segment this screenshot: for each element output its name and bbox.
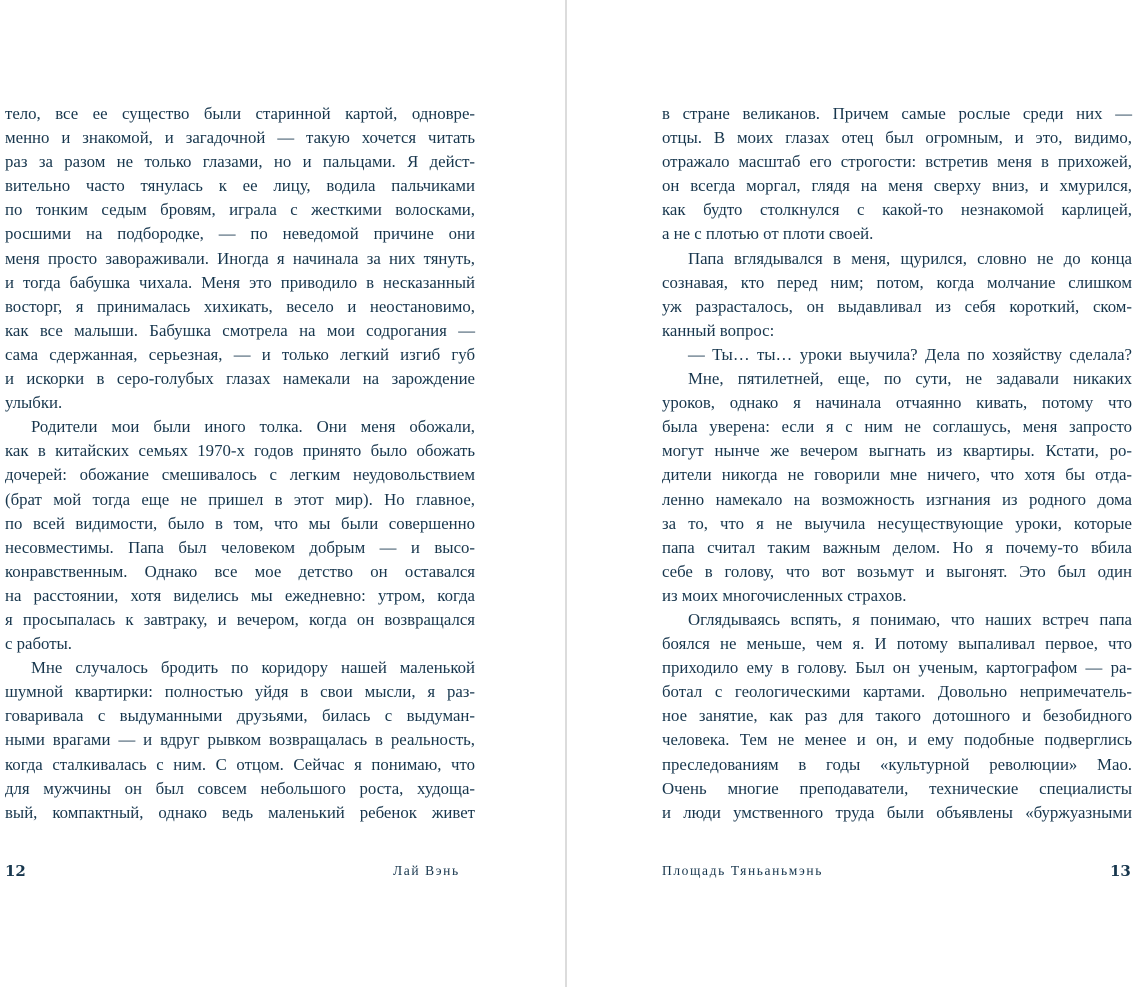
text-line: отцы. В моих глазах отец был огромным, и это, видимо, xyxy=(662,128,1132,148)
text-line: я просыпалась к завтраку, и вечером, когда он возвращался xyxy=(5,609,475,629)
text-line: шумной квартирки: полностью уйдя в свои мысли, я раз- xyxy=(5,682,475,702)
text-line: папа считал таким важным делом. Но я почему-то вбила xyxy=(662,537,1132,557)
text-line: ленно намекало на возможность изгнания из родного дома xyxy=(662,489,1132,509)
text-line: Родители мои были иного толка. Они меня обожали, xyxy=(31,417,475,437)
text-line: уж разрасталось, он выдавливал из себя короткий, ском- xyxy=(662,296,1132,316)
text-line: меня просто завораживали. Иногда я начинала за них тянуть, xyxy=(5,248,475,268)
text-line: для мужчины он был совсем небольшого роста, худощa- xyxy=(5,778,475,798)
right-running-head: Площадь Тяньаньмэнь xyxy=(662,863,824,878)
text-line: вый, компактный, однако ведь маленький ребенок живет xyxy=(5,802,475,822)
text-line: канный вопрос: xyxy=(662,320,775,340)
text-line: и тогда бабушка чихала. Меня это приводило в несказанный xyxy=(5,272,475,292)
text-line: росшими на подбородке, — по неведомой причине они xyxy=(5,224,475,244)
text-line: по тонким седым бровям, играла с жесткими волосками, xyxy=(5,200,475,220)
text-line: он всегда моргал, глядя на меня сверху вниз, и хмурился, xyxy=(662,176,1132,196)
text-line: как будто столкнулся с какой-то незнакомой карлицей, xyxy=(662,200,1132,220)
left-page-number: 12 xyxy=(5,862,26,880)
text-line: и искорки в серо-голубых глазах намекали на зарождение xyxy=(5,369,475,389)
left-page xyxy=(0,0,565,987)
text-line: Очень многие преподаватели, технические специалисты xyxy=(662,778,1132,798)
text-line: тело, все ее существо были старинной картой, одновре- xyxy=(5,104,475,123)
text-line: Оглядываясь вспять, я понимаю, что наших встреч папа xyxy=(688,609,1132,629)
text-line: дители никогда не говорили мне ничего, что хотя бы отда- xyxy=(662,465,1132,485)
text-line: ное занятие, как раз для такого дотошного и безобидного xyxy=(662,706,1132,726)
text-line: по всей видимости, было в том, что мы были совершенно xyxy=(5,513,475,533)
text-line: и люди умственного труда были объявлены «буржуазными xyxy=(662,802,1132,822)
text-line: уроков, однако я начинала отчаянно кивать, потому что xyxy=(662,393,1132,413)
text-line: говаривала с выдуманными друзьями, билась с выдуман- xyxy=(5,706,475,726)
text-line: Папа вглядывался в меня, щурился, словно не до конца xyxy=(688,248,1132,268)
text-line: на расстоянии, хотя виделись мы ежедневно: утром, когда xyxy=(5,585,475,605)
text-line: ботал с геологическими картами. Довольно непримечатель- xyxy=(662,682,1132,702)
text-line: несовместимы. Папа был человеком добрым — и высо- xyxy=(5,537,475,557)
left-running-head: Лай Вэнь xyxy=(393,863,460,878)
text-line: могут нынче же вечером выгнать из квартиры. Кстати, ро- xyxy=(662,441,1132,461)
text-line: приходило ему в голову. Был он ученым, картографом — ра- xyxy=(662,658,1132,678)
text-line: ными врагами — и вдруг рывком возвращалась в реальность, xyxy=(5,730,475,750)
text-line: Мне случалось бродить по коридору нашей маленькой xyxy=(31,658,475,678)
text-line: Мне, пятилетней, еще, по сути, не задавали никаких xyxy=(688,369,1132,389)
text-line: в стране великанов. Причем самые рослые среди них — xyxy=(662,104,1132,123)
text-line: (брат мой тогда еще не пришел в этот мир). Но главное, xyxy=(5,489,475,509)
text-line: дочерей: обожание смешивалось с легким неудовольствием xyxy=(5,465,475,485)
text-line: сама сдержанная, серьезная, — и только легкий изгиб губ xyxy=(5,344,475,364)
text-line: а не с плотью от плоти своей. xyxy=(662,224,874,244)
text-line: отражало масштаб его строгости: встретив меня в прихожей, xyxy=(662,152,1132,172)
text-line: вительно часто тянулась к ее лицу, водила пальчиками xyxy=(5,176,475,196)
right-page-number: 13 xyxy=(1110,862,1131,880)
text-line: как в китайских семьях 1970-х годов принято было обожать xyxy=(5,441,475,461)
text-line: — Ты… ты… уроки выучила? Дела по хозяйству сделала? xyxy=(688,344,1132,364)
text-line: с работы. xyxy=(5,634,72,654)
text-line: за то, что я не выучила несуществующие уроки, которые xyxy=(662,513,1132,533)
text-line: человека. Тем не менее и он, и ему подобные подверглись xyxy=(662,730,1132,750)
text-line: себе в голову, что вот возьмут и выгонят. Это был один xyxy=(662,561,1132,581)
text-line: раз за разом не только глазами, но и пальцами. Я дейст- xyxy=(5,152,475,172)
text-line: когда сталкивалась с ним. С отцом. Сейчас я понимаю, что xyxy=(5,754,475,774)
text-line: конравственным. Однако все мое детство он оставался xyxy=(5,561,475,581)
text-line: сознавая, кто перед ним; потом, когда молчание слишком xyxy=(662,272,1132,292)
text-line: была уверена: если я с ним не соглашусь, меня запросто xyxy=(662,417,1132,437)
text-line: восторг, я принималась хихикать, весело и неостановимо, xyxy=(5,296,475,316)
text-line: преследованиям в годы «культурной революции» Мао. xyxy=(662,754,1132,774)
text-line: улыбки. xyxy=(5,393,63,413)
text-line: из моих многочисленных страхов. xyxy=(662,585,907,605)
right-page-text xyxy=(662,102,1132,825)
right-page xyxy=(567,0,1140,987)
left-page-text xyxy=(5,102,475,825)
text-line: менно и знакомой, и загадочной — такую хочется читать xyxy=(5,128,475,148)
text-line: как все малыши. Бабушка смотрела на мои содрогания — xyxy=(5,320,475,340)
text-line: боялся не меньше, чем я. И потому выпаливал первое, что xyxy=(662,634,1132,654)
